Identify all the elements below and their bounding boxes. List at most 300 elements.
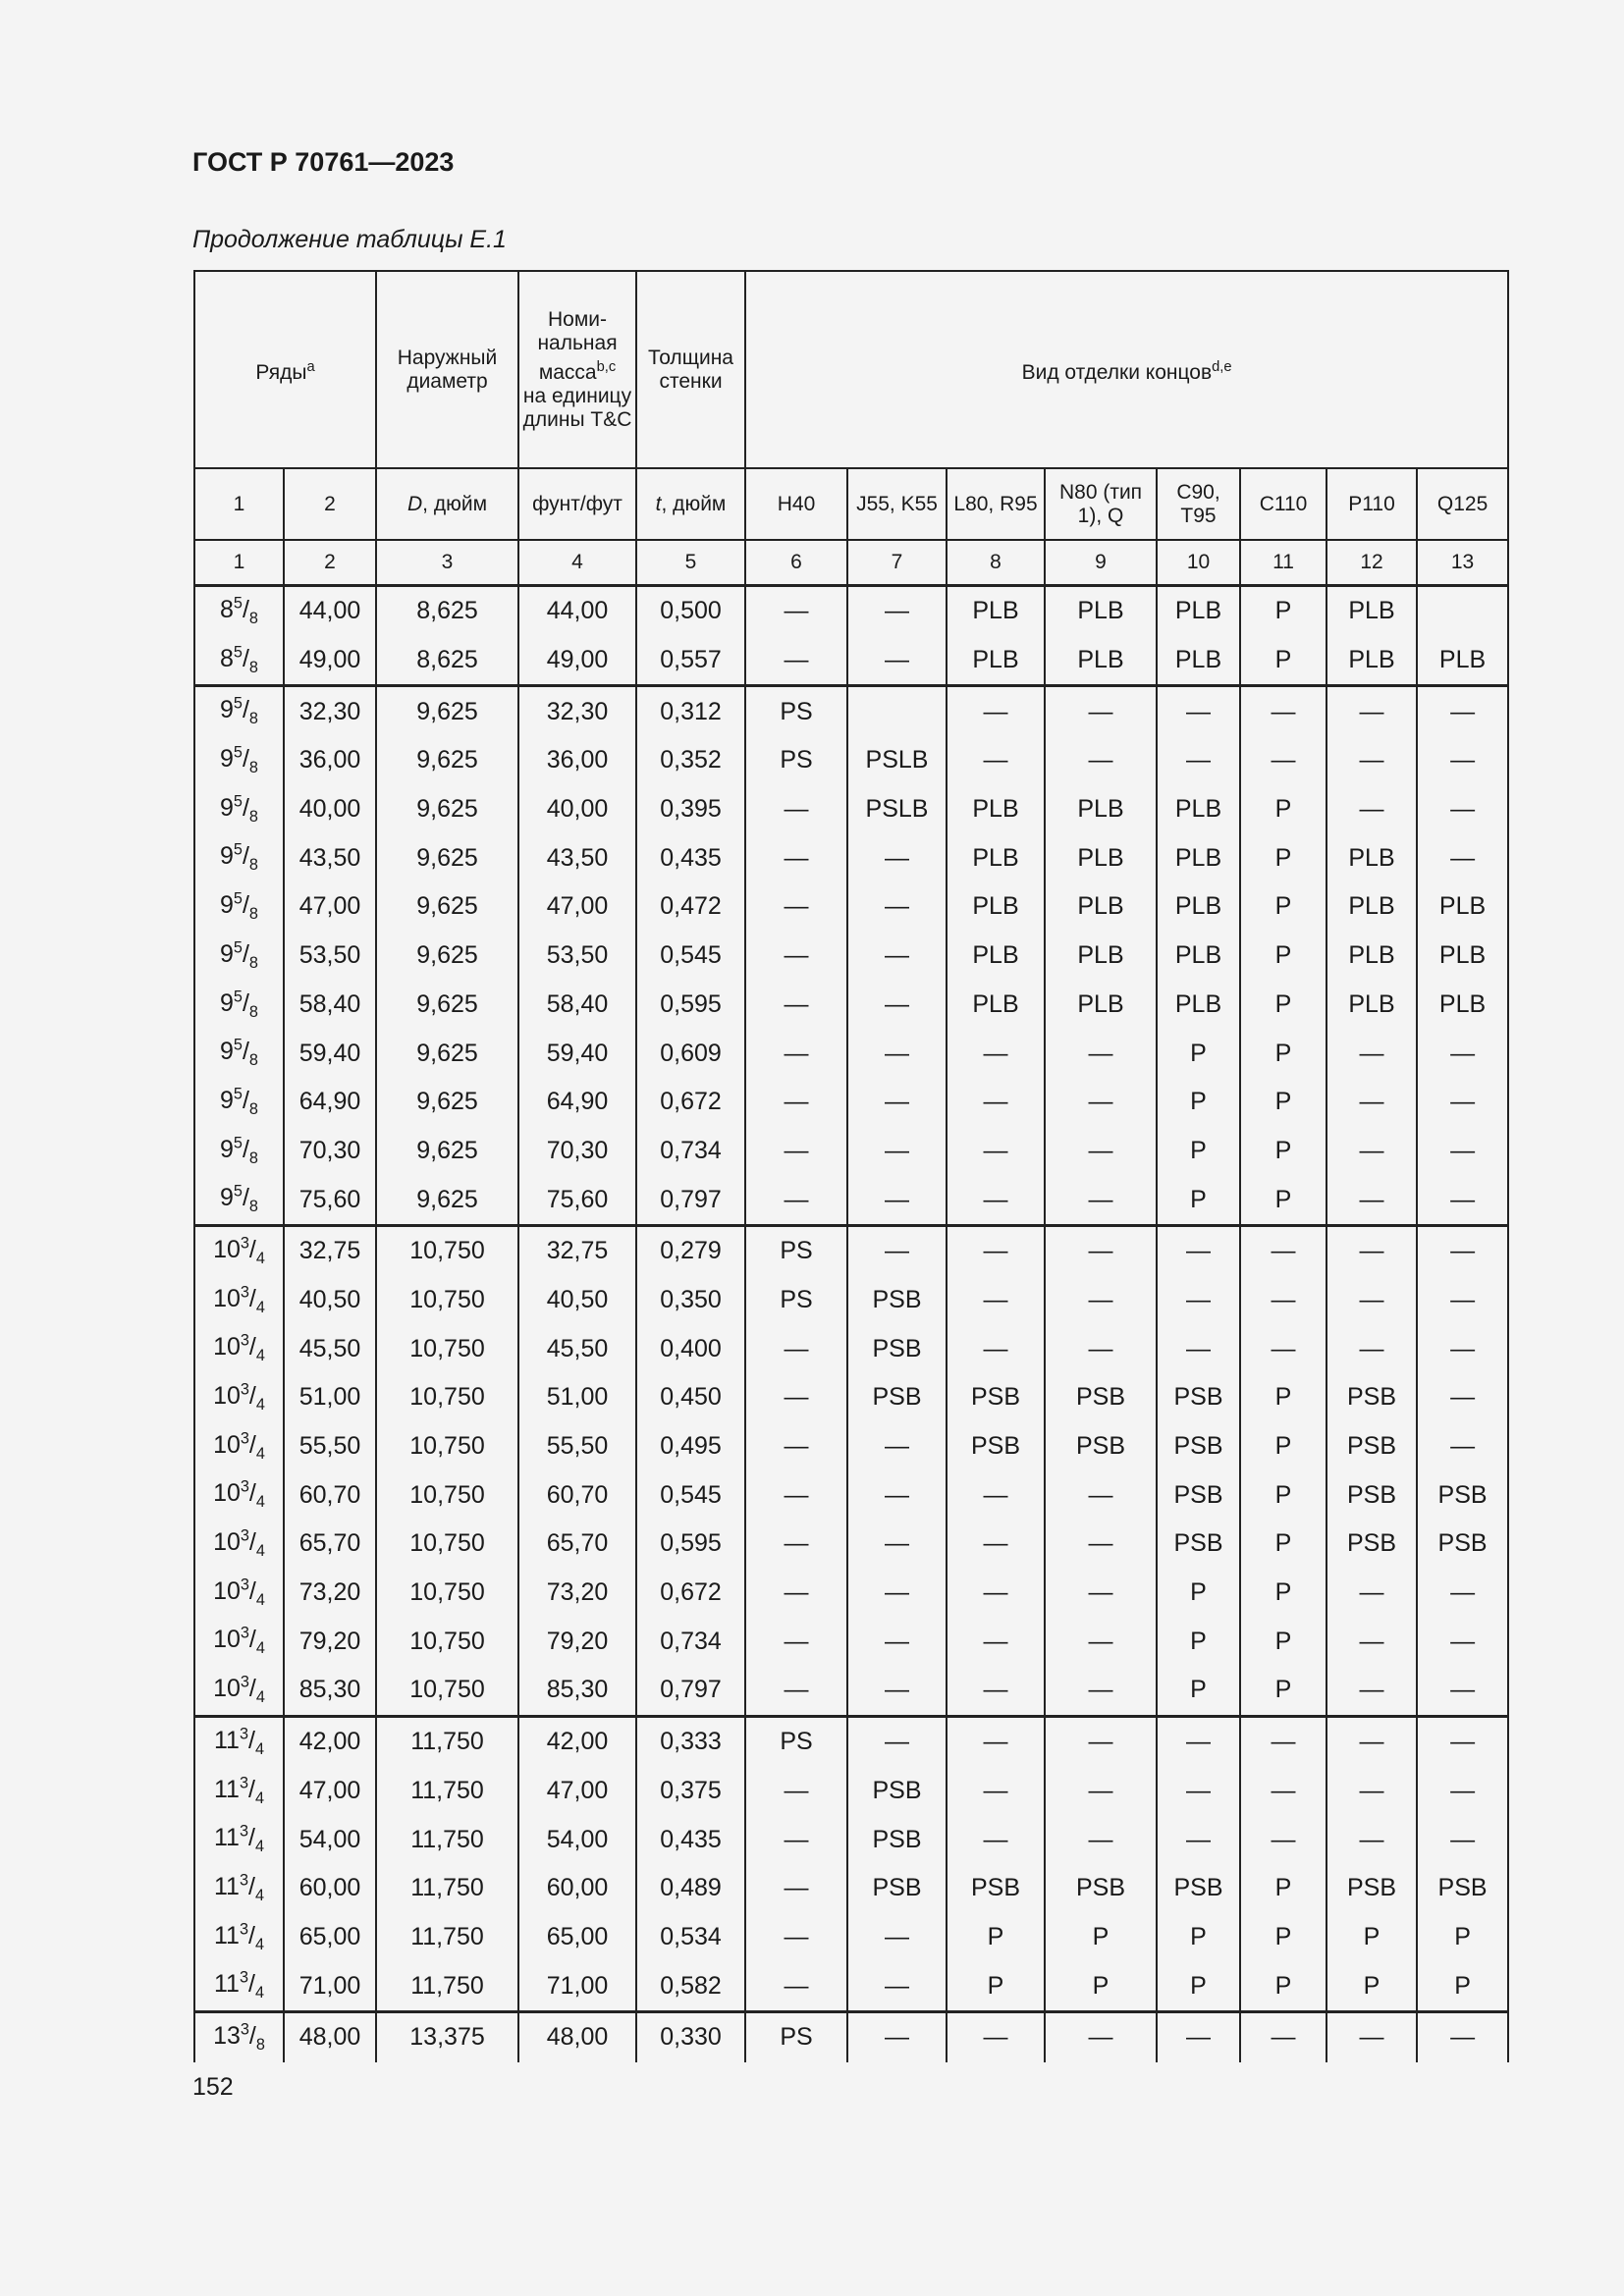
header-unit-cell: L80, R95 — [947, 468, 1045, 540]
table-cell: 65,00 — [518, 1913, 636, 1962]
table-cell: 79,20 — [284, 1617, 376, 1666]
table-cell: PLB — [1045, 882, 1157, 932]
table-cell: PSB — [1417, 1520, 1508, 1569]
table-cell: — — [745, 1666, 847, 1716]
table-cell: P — [1240, 882, 1326, 932]
table-cell: 70,30 — [518, 1127, 636, 1176]
table-cell: 32,30 — [518, 686, 636, 736]
table-cell: — — [1326, 785, 1417, 834]
table-cell: — — [847, 1422, 947, 1471]
table-cell: — — [1326, 1716, 1417, 1766]
table-cell: PLB — [1045, 785, 1157, 834]
table-cell: — — [745, 981, 847, 1030]
table-cell: PSB — [1157, 1422, 1240, 1471]
table-cell: — — [947, 1520, 1045, 1569]
header-number-cell: 9 — [1045, 540, 1157, 586]
table-cell: P — [1240, 586, 1326, 636]
table-cell: P — [1157, 1078, 1240, 1127]
table-cell: 10,750 — [376, 1324, 518, 1373]
table-cell: 11,750 — [376, 1767, 518, 1816]
table-cell: — — [947, 1276, 1045, 1325]
table-cell: PLB — [947, 586, 1045, 636]
table-cell: 60,70 — [518, 1470, 636, 1520]
table-cell: 36,00 — [518, 736, 636, 785]
table-cell: — — [1326, 2011, 1417, 2061]
table-cell: — — [1417, 1815, 1508, 1864]
header-unit-cell: N80 (тип 1), Q — [1045, 468, 1157, 540]
table-cell: 9,625 — [376, 981, 518, 1030]
table-cell: PLB — [1417, 981, 1508, 1030]
table-cell: PS — [745, 1716, 847, 1766]
table-row — [194, 1767, 1508, 1816]
table-cell: — — [947, 736, 1045, 785]
table-cell: — — [1326, 686, 1417, 736]
table-cell: 65,00 — [284, 1913, 376, 1962]
table-row — [194, 1913, 1508, 1962]
table-cell: 0,333 — [636, 1716, 745, 1766]
table-cell: — — [1240, 1225, 1326, 1275]
table-cell: — — [745, 1029, 847, 1078]
table-cell: 11,750 — [376, 1864, 518, 1913]
table-cell: — — [1045, 686, 1157, 736]
table-cell: PLB — [947, 636, 1045, 686]
table-cell: 10,750 — [376, 1569, 518, 1618]
table-cell: P — [1240, 636, 1326, 686]
table-cell: P — [1240, 1666, 1326, 1716]
table-cell: P — [1240, 1913, 1326, 1962]
table-cell: 11,750 — [376, 1815, 518, 1864]
series-size-cell: $10^3/_4$ — [194, 1276, 284, 1325]
header-outer-diameter: Наружный диаметр — [376, 271, 518, 468]
table-cell: 0,797 — [636, 1175, 745, 1225]
table-cell: 43,50 — [518, 833, 636, 882]
table-cell: — — [947, 1127, 1045, 1176]
series-size-cell: $9^5/_8$ — [194, 736, 284, 785]
table-cell: PLB — [1417, 882, 1508, 932]
table-cell: P — [1240, 1373, 1326, 1422]
series-size-cell: $8^5/_8$ — [194, 636, 284, 686]
table-cell: 0,489 — [636, 1864, 745, 1913]
table-cell: — — [745, 1127, 847, 1176]
table-cell: — — [745, 586, 847, 636]
table-cell: — — [1157, 1815, 1240, 1864]
table-cell: — — [745, 1175, 847, 1225]
table-cell: — — [847, 1666, 947, 1716]
table-cell: P — [1240, 785, 1326, 834]
table-cell: — — [745, 932, 847, 981]
table-cell: — — [745, 785, 847, 834]
table-cell: 9,625 — [376, 833, 518, 882]
table-cell: — — [1045, 1276, 1157, 1325]
table-row — [194, 1864, 1508, 1913]
header-unit-cell: 2 — [284, 468, 376, 540]
table-cell: — — [947, 1716, 1045, 1766]
table-cell: 60,70 — [284, 1470, 376, 1520]
series-size-cell: $11^3/_4$ — [194, 1961, 284, 2011]
series-size-cell: $9^5/_8$ — [194, 932, 284, 981]
table-cell: PSB — [1157, 1520, 1240, 1569]
table-cell: 0,672 — [636, 1569, 745, 1618]
table-cell: 0,279 — [636, 1225, 745, 1275]
table-cell: 0,734 — [636, 1127, 745, 1176]
table-cell: — — [1045, 1767, 1157, 1816]
table-cell: 9,625 — [376, 882, 518, 932]
table-cell: — — [847, 1175, 947, 1225]
table-cell: 0,435 — [636, 1815, 745, 1864]
table-cell: 53,50 — [518, 932, 636, 981]
header-number-cell: 5 — [636, 540, 745, 586]
series-size-cell: $9^5/_8$ — [194, 785, 284, 834]
header-unit-cell: H40 — [745, 468, 847, 540]
table-cell: PSB — [847, 1767, 947, 1816]
table-cell: — — [1045, 1815, 1157, 1864]
header-row-numbers — [194, 540, 1508, 586]
table-cell: 53,50 — [284, 932, 376, 981]
table-cell: PSB — [1157, 1470, 1240, 1520]
series-size-cell: $9^5/_8$ — [194, 686, 284, 736]
table-cell: — — [745, 636, 847, 686]
table-cell: — — [1326, 1666, 1417, 1716]
series-size-cell: $9^5/_8$ — [194, 833, 284, 882]
table-cell: 0,534 — [636, 1913, 745, 1962]
table-cell: — — [1417, 1373, 1508, 1422]
table-cell: 85,30 — [284, 1666, 376, 1716]
table-cell: PSB — [1045, 1864, 1157, 1913]
table-body — [194, 586, 1508, 2062]
table-cell: P — [1326, 1961, 1417, 2011]
table-cell: PLB — [1326, 833, 1417, 882]
table-cell: 10,750 — [376, 1422, 518, 1471]
header-end-finish: Вид отделки концов$^{d,e}$ — [745, 271, 1508, 468]
table-cell: P — [1157, 1617, 1240, 1666]
table-cell: 51,00 — [518, 1373, 636, 1422]
series-size-cell: $9^5/_8$ — [194, 1175, 284, 1225]
table-cell: PSB — [1326, 1470, 1417, 1520]
table-cell: PSB — [1326, 1422, 1417, 1471]
table-cell: P — [1417, 1913, 1508, 1962]
header-number-cell: 13 — [1417, 540, 1508, 586]
table-cell: — — [947, 1767, 1045, 1816]
table-cell: — — [1417, 1127, 1508, 1176]
table-cell: 11,750 — [376, 1913, 518, 1962]
table-cell: — — [1326, 1078, 1417, 1127]
table-cell: 79,20 — [518, 1617, 636, 1666]
table-cell: PSB — [847, 1864, 947, 1913]
table-cell: — — [847, 981, 947, 1030]
table-row — [194, 932, 1508, 981]
table-cell: — — [947, 1029, 1045, 1078]
table-cell: 47,00 — [518, 1767, 636, 1816]
table-cell: — — [1157, 686, 1240, 736]
table-row — [194, 636, 1508, 686]
table-cell: — — [1417, 1716, 1508, 1766]
table-cell: 47,00 — [284, 1767, 376, 1816]
table-cell: — — [947, 1569, 1045, 1618]
table-cell: PSB — [947, 1373, 1045, 1422]
table-cell: — — [1240, 1324, 1326, 1373]
table-cell: — — [847, 1617, 947, 1666]
table-cell: 0,450 — [636, 1373, 745, 1422]
table-row — [194, 833, 1508, 882]
table-cell: 71,00 — [284, 1961, 376, 2011]
table-row — [194, 1324, 1508, 1373]
table-cell: 0,312 — [636, 686, 745, 736]
series-size-cell: $10^3/_4$ — [194, 1422, 284, 1471]
table-cell: PLB — [947, 833, 1045, 882]
table-row — [194, 882, 1508, 932]
series-size-cell: $10^3/_4$ — [194, 1569, 284, 1618]
table-cell: 9,625 — [376, 1127, 518, 1176]
table-cell: 0,797 — [636, 1666, 745, 1716]
table-cell: 65,70 — [284, 1520, 376, 1569]
table-cell: — — [1157, 2011, 1240, 2061]
table-caption: Продолжение таблицы Е.1 — [192, 226, 507, 253]
series-size-cell: $11^3/_4$ — [194, 1716, 284, 1766]
table-cell: PLB — [1045, 636, 1157, 686]
table-cell: PSLB — [847, 785, 947, 834]
table-cell: — — [1240, 2011, 1326, 2061]
table-cell: 36,00 — [284, 736, 376, 785]
table-cell: 59,40 — [284, 1029, 376, 1078]
table-cell: 8,625 — [376, 636, 518, 686]
table-row — [194, 981, 1508, 1030]
table-cell: 70,30 — [284, 1127, 376, 1176]
table-cell: — — [847, 1569, 947, 1618]
table-cell: — — [1326, 1029, 1417, 1078]
table-cell: 65,70 — [518, 1520, 636, 1569]
table-cell: PLB — [1045, 981, 1157, 1030]
table-cell: PSB — [1417, 1470, 1508, 1520]
table-cell: — — [1045, 2011, 1157, 2061]
table-cell: P — [1417, 1961, 1508, 2011]
page-number: 152 — [192, 2073, 234, 2101]
table-cell: 42,00 — [284, 1716, 376, 1766]
table-cell: 48,00 — [284, 2011, 376, 2061]
table-cell: 47,00 — [518, 882, 636, 932]
header-unit-cell: D, дюйм — [376, 468, 518, 540]
table-header — [194, 271, 1508, 586]
table-row — [194, 1617, 1508, 1666]
table-cell: — — [847, 1520, 947, 1569]
series-size-cell: $8^5/_8$ — [194, 586, 284, 636]
table-cell: — — [947, 1225, 1045, 1275]
table-row — [194, 1175, 1508, 1225]
table-cell: — — [1240, 1716, 1326, 1766]
table-cell: 0,350 — [636, 1276, 745, 1325]
table-cell: P — [1240, 932, 1326, 981]
table-cell: — — [1417, 1569, 1508, 1618]
table-cell: — — [1157, 1767, 1240, 1816]
table-cell: — — [1417, 1276, 1508, 1325]
table-cell: — — [1417, 1666, 1508, 1716]
table-row — [194, 1422, 1508, 1471]
table-cell: — — [947, 2011, 1045, 2061]
header-number-cell: 2 — [284, 540, 376, 586]
table-cell: — — [745, 1961, 847, 2011]
header-nominal-mass: Номи-нальная масса$^{b,c}$ на единицу длины T&C — [518, 271, 636, 468]
table-cell: — — [1417, 833, 1508, 882]
table-cell: — — [1417, 736, 1508, 785]
table-cell: PLB — [1417, 932, 1508, 981]
table-cell: 40,50 — [284, 1276, 376, 1325]
header-rows: Ряды$^a$ — [194, 271, 376, 468]
series-size-cell: $11^3/_4$ — [194, 1913, 284, 1962]
table-cell: PLB — [1326, 586, 1417, 636]
table-cell: — — [847, 1961, 947, 2011]
series-size-cell: $10^3/_4$ — [194, 1470, 284, 1520]
table-cell: 44,00 — [518, 586, 636, 636]
table-cell: PLB — [1157, 785, 1240, 834]
table-cell: 0,609 — [636, 1029, 745, 1078]
table-cell: 10,750 — [376, 1666, 518, 1716]
table-cell: — — [1045, 1127, 1157, 1176]
table-cell: PLB — [1157, 981, 1240, 1030]
table-cell: — — [745, 1078, 847, 1127]
table-cell: P — [1157, 1127, 1240, 1176]
table-cell: P — [1045, 1961, 1157, 2011]
table-cell: — — [947, 1666, 1045, 1716]
table-cell: PSB — [847, 1373, 947, 1422]
table-cell: PSB — [1045, 1422, 1157, 1471]
table-cell: — — [745, 1767, 847, 1816]
table-cell: P — [1157, 1029, 1240, 1078]
table-cell: P — [1240, 833, 1326, 882]
table-cell: — — [1417, 1324, 1508, 1373]
table-cell: PSB — [1417, 1864, 1508, 1913]
table-cell: 75,60 — [284, 1175, 376, 1225]
table-cell: — — [1045, 1175, 1157, 1225]
table-cell: PLB — [947, 882, 1045, 932]
table-cell: — — [1045, 1716, 1157, 1766]
table-cell: P — [1240, 1078, 1326, 1127]
table-cell: — — [847, 2011, 947, 2061]
table-cell: 0,557 — [636, 636, 745, 686]
table-cell: — — [1417, 1175, 1508, 1225]
table-row — [194, 1127, 1508, 1176]
table-cell: PSLB — [847, 736, 947, 785]
series-size-cell: $9^5/_8$ — [194, 981, 284, 1030]
table-cell: 10,750 — [376, 1520, 518, 1569]
table-cell: 0,734 — [636, 1617, 745, 1666]
table-cell: 0,330 — [636, 2011, 745, 2061]
table-cell: — — [745, 1520, 847, 1569]
table-row — [194, 1078, 1508, 1127]
table-cell: 9,625 — [376, 1078, 518, 1127]
table-cell: P — [1157, 1961, 1240, 2011]
table-cell: P — [1157, 1175, 1240, 1225]
table-row — [194, 1569, 1508, 1618]
table-cell: 60,00 — [518, 1864, 636, 1913]
series-size-cell: $13^3/_8$ — [194, 2011, 284, 2061]
table-cell: 40,00 — [518, 785, 636, 834]
table-cell: — — [1326, 1324, 1417, 1373]
table-cell: PLB — [1326, 882, 1417, 932]
header-unit-cell: P110 — [1326, 468, 1417, 540]
table-cell: — — [947, 1324, 1045, 1373]
table-cell: — — [1326, 1569, 1417, 1618]
header-unit-cell: фунт/фут — [518, 468, 636, 540]
table-row — [194, 1815, 1508, 1864]
table-cell: 0,582 — [636, 1961, 745, 2011]
table-cell: PLB — [1045, 833, 1157, 882]
table-cell: — — [1157, 1276, 1240, 1325]
table-cell: — — [1240, 1815, 1326, 1864]
table-cell: 9,625 — [376, 686, 518, 736]
header-unit-cell: C90, T95 — [1157, 468, 1240, 540]
table-cell: — — [745, 833, 847, 882]
table-cell: 44,00 — [284, 586, 376, 636]
table-cell: PSB — [1157, 1373, 1240, 1422]
table-cell: P — [1240, 1617, 1326, 1666]
table-cell: 9,625 — [376, 785, 518, 834]
table-cell: — — [1417, 686, 1508, 736]
table-cell: P — [1240, 981, 1326, 1030]
table-row — [194, 1666, 1508, 1716]
table-cell: — — [847, 932, 947, 981]
table-row — [194, 736, 1508, 785]
series-size-cell: $10^3/_4$ — [194, 1373, 284, 1422]
table-cell: — — [1326, 1127, 1417, 1176]
table-cell: — — [847, 586, 947, 636]
table-cell: 54,00 — [284, 1815, 376, 1864]
table-row — [194, 1716, 1508, 1766]
header-unit-cell: C110 — [1240, 468, 1326, 540]
table-cell: — — [1045, 1617, 1157, 1666]
table-cell: — — [745, 1815, 847, 1864]
table-cell: PSB — [847, 1815, 947, 1864]
table-cell: P — [1240, 1864, 1326, 1913]
table-cell: 0,352 — [636, 736, 745, 785]
table-row — [194, 1520, 1508, 1569]
table-cell: — — [947, 1078, 1045, 1127]
table-cell: — — [1045, 1078, 1157, 1127]
table-cell: P — [1045, 1913, 1157, 1962]
table-cell: 13,375 — [376, 2011, 518, 2061]
table-cell: PLB — [1157, 882, 1240, 932]
table-cell: PLB — [1326, 636, 1417, 686]
table-cell: — — [1417, 1422, 1508, 1471]
table-cell: P — [1157, 1569, 1240, 1618]
table-row — [194, 686, 1508, 736]
table-cell: — — [1240, 1276, 1326, 1325]
table-cell: 58,40 — [518, 981, 636, 1030]
table-cell: P — [1240, 1520, 1326, 1569]
table-cell: — — [847, 882, 947, 932]
table-cell: — — [847, 1078, 947, 1127]
table-cell: PLB — [1157, 932, 1240, 981]
table-row — [194, 1961, 1508, 2011]
table-cell: P — [1157, 1666, 1240, 1716]
table-cell: 58,40 — [284, 981, 376, 1030]
series-size-cell: $9^5/_8$ — [194, 1078, 284, 1127]
header-number-cell: 7 — [847, 540, 947, 586]
series-size-cell: $9^5/_8$ — [194, 1029, 284, 1078]
table-cell: PLB — [947, 932, 1045, 981]
table-cell: 71,00 — [518, 1961, 636, 2011]
table-cell: 0,375 — [636, 1767, 745, 1816]
table-cell: — — [1045, 736, 1157, 785]
table-cell: P — [1240, 1029, 1326, 1078]
table-cell: — — [1240, 1767, 1326, 1816]
table-cell: PLB — [1045, 586, 1157, 636]
table-cell: — — [1326, 1225, 1417, 1275]
table-cell: — — [847, 1470, 947, 1520]
table-cell: — — [1045, 1029, 1157, 1078]
table-cell: PLB — [1045, 932, 1157, 981]
table-cell: PLB — [1326, 981, 1417, 1030]
table-cell: 47,00 — [284, 882, 376, 932]
table-cell: 0,672 — [636, 1078, 745, 1127]
